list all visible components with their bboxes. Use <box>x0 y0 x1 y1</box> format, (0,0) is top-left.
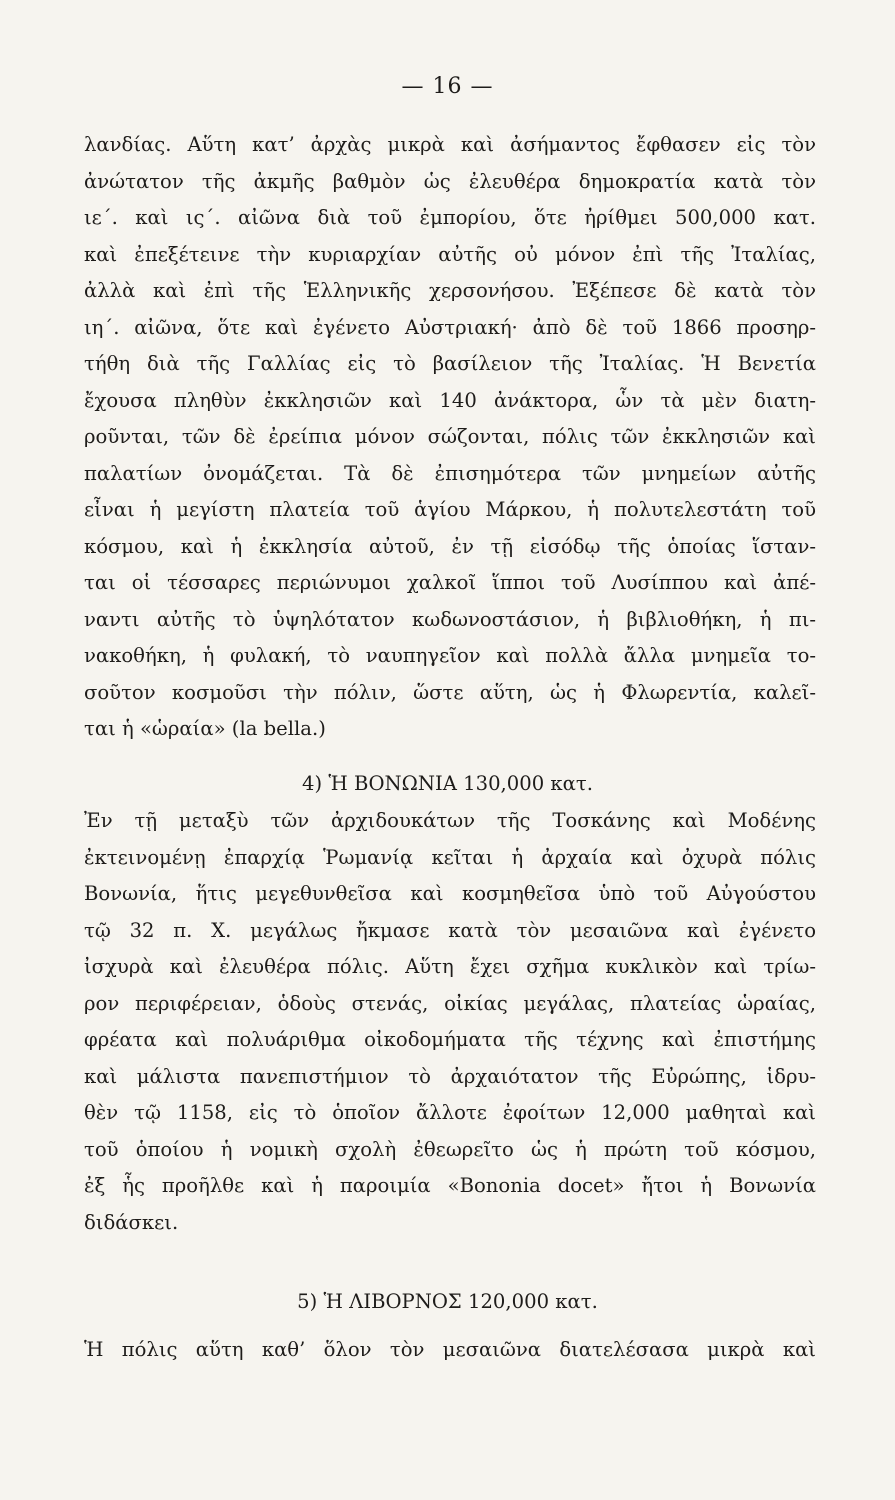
text-line: εἶναι ἡ μεγίστη πλατεία τοῦ ἁγίου Μάρκου, ἡ πολυτελεστάτη τοῦ <box>84 498 816 521</box>
text-line: ἔχουσα πληθὺν ἐκκλησιῶν καὶ 140 ἀνάκτορα, ὧν τὰ μὲν διατη- <box>84 388 816 412</box>
text-line: ιε΄. καὶ ις΄. αἰῶνα διὰ τοῦ ἐμπορίου, ὅτε ἠρίθμει 500,000 κατ. <box>84 206 816 229</box>
text-line: φρέατα καὶ πολυάριθμα οἰκοδομήματα τῆς τέχνης καὶ ἐπιστήμης <box>84 1028 816 1051</box>
text-line: ἐξ ἧς προῆλθε καὶ ἡ παροιμία «Bononia docet» ἤτοι ἡ Βονωνία <box>84 1174 816 1197</box>
text-line: τῷ 32 π. Χ. μεγάλως ἤκμασε κατὰ τὸν μεσαιῶνα καὶ ἐγένετο <box>84 918 816 942</box>
text-line: θὲν τῷ 1158, εἰς τὸ ὁποῖον ἄλλοτε ἐφοίτων 12,000 μαθηταὶ καὶ <box>84 1101 816 1124</box>
section-heading-bologna: 4) Ἡ ΒΟΝΩΝΙΑ 130,000 κατ. <box>302 772 593 795</box>
text-line: καὶ ἐπεξέτεινε τὴν κυριαρχίαν αὐτῆς οὐ μόνον ἐπὶ τῆς Ἰταλίας, <box>84 242 816 266</box>
text-line: Βονωνία, ἥτις μεγεθυνθεῖσα καὶ κοσμηθεῖσα ὑπὸ τοῦ Αὐγούστου <box>84 882 816 905</box>
text-line: Ἐν τῇ μεταξὺ τῶν ἀρχιδουκάτων τῆς Τοσκάνης καὶ Μοδένης <box>84 809 816 832</box>
text-line: νακοθήκη, ἡ φυλακή, τὸ ναυπηγεῖον καὶ πολλὰ ἄλλα μνημεῖα το- <box>84 644 816 667</box>
text-line: ἀλλὰ καὶ ἐπὶ τῆς Ἑλληνικῆς χερσονήσου. Ἐξέπεσε δὲ κατὰ τὸν <box>84 279 816 302</box>
text-line: σοῦτον κοσμοῦσι τὴν πόλιν, ὥστε αὕτη, ὡς ἡ Φλωρεντία, καλεῖ- <box>84 680 816 704</box>
text-line: ιη΄. αἰῶνα, ὅτε καὶ ἐγένετο Αὐστριακή· ἀπὸ δὲ τοῦ 1866 προσηρ- <box>84 315 816 339</box>
text-line: ἰσχυρὰ καὶ ἐλευθέρα πόλις. Αὕτη ἔχει σχῆμα κυκλικὸν καὶ τρίω- <box>84 955 816 978</box>
text-line: ρον περιφέρειαν, ὁδοὺς στενάς, οἰκίας μεγάλας, πλατείας ὡραίας, <box>84 991 816 1015</box>
text-line: κόσμου, καὶ ἡ ἐκκλησία αὐτοῦ, ἐν τῇ εἰσόδῳ τῆς ὁποίας ἵσταν- <box>84 534 816 558</box>
text-line: ται οἱ τέσσαρες περιώνυμοι χαλκοῖ ἵπποι τοῦ Λυσίππου καὶ ἀπέ- <box>84 571 816 594</box>
text-line: ται ἡ «ὡραία» (la bella.) <box>84 717 326 740</box>
text-line: ἀνώτατον τῆς ἀκμῆς βαθμὸν ὡς ἐλευθέρα δημοκρατία κατὰ τὸν <box>84 169 816 193</box>
livorno-paragraph <box>84 1332 816 1369</box>
venice-paragraph <box>84 127 816 748</box>
page-number: — 16 — <box>401 74 494 99</box>
text-line: ἐκτεινομένῃ ἐπαρχίᾳ Ῥωμανίᾳ κεῖται ἡ ἀρχαία καὶ ὀχυρὰ πόλις <box>84 845 816 869</box>
text-line: καὶ μάλιστα πανεπιστήμιον τὸ ἀρχαιότατον τῆς Εὐρώπης, ἱδρυ- <box>84 1064 816 1088</box>
text-line: Ἡ πόλις αὕτη καθ’ ὅλον τὸν μεσαιῶνα διατελέσασα μικρὰ καὶ <box>84 1338 816 1361</box>
text-line: παλατίων ὀνομάζεται. Τὰ δὲ ἐπισημότερα τῶν μνημείων αὐτῆς <box>84 461 816 485</box>
text-line: λανδίας. Αὕτη κατ’ ἀρχὰς μικρὰ καὶ ἀσήμαντος ἔφθασεν εἰς τὸν <box>84 133 816 156</box>
text-line: ναντι αὐτῆς τὸ ὑψηλότατον κωδωνοστάσιον, ἡ βιβλιοθήκη, ἡ πι- <box>84 607 816 631</box>
bologna-paragraph <box>84 803 816 1241</box>
text-line: διδάσκει. <box>84 1210 179 1234</box>
section-heading-livorno: 5) Ἡ ΛΙΒΟΡΝΟΣ 120,000 κατ. <box>297 1290 598 1313</box>
text-line: τήθη διὰ τῆς Γαλλίας εἰς τὸ βασίλειον τῆς Ἰταλίας. Ἡ Βενετία <box>84 352 816 375</box>
text-line: τοῦ ὁποίου ἡ νομικὴ σχολὴ ἐθεωρεῖτο ὡς ἡ πρώτη τοῦ κόσμου, <box>84 1137 816 1161</box>
text-line: ροῦνται, τῶν δὲ ἐρείπια μόνον σώζονται, πόλις τῶν ἐκκλησιῶν καὶ <box>84 425 816 448</box>
